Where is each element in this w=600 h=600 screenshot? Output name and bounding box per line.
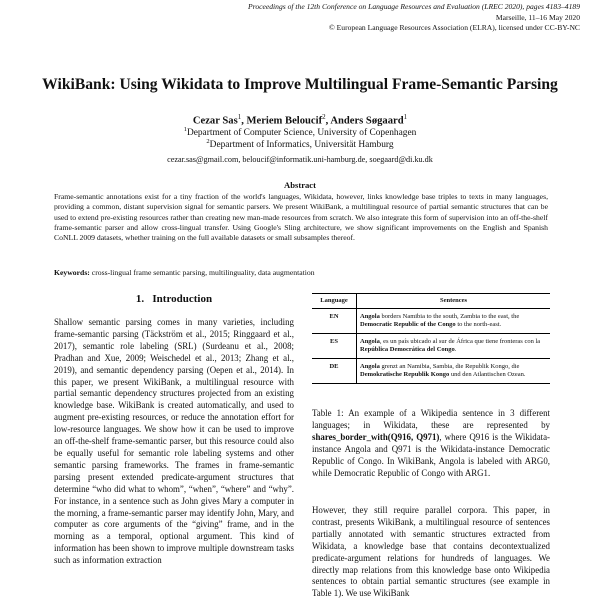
keywords xyxy=(54,268,548,277)
section-title: Introduction xyxy=(152,293,213,305)
table-cell-sentence xyxy=(357,359,551,384)
table-cell-lang: EN xyxy=(312,309,357,334)
table-cell-sentence xyxy=(357,334,551,359)
author-list xyxy=(0,113,600,127)
sentence-text: borders Namibia to the south, Zambia to the east, the xyxy=(379,313,520,320)
author-2: Meriem Beloucif xyxy=(246,115,323,127)
affiliation-1-sup: 1 xyxy=(183,126,187,133)
author-3: Anders Søgaard xyxy=(330,115,404,127)
table-1 xyxy=(312,293,550,384)
sentence-entity-2: República Democrática del Congo xyxy=(360,346,455,353)
sentence-entity-1: Angola xyxy=(360,363,380,370)
author-1: Cezar Sas xyxy=(192,115,238,127)
sentence-end: . xyxy=(454,346,457,353)
table-row xyxy=(312,334,550,359)
affiliation-1 xyxy=(0,126,600,138)
proceedings-line-2: Marseille, 11–16 May 2020 xyxy=(495,12,580,22)
author-1-affil: 1 xyxy=(237,113,242,121)
proceedings-header xyxy=(220,2,580,34)
right-paragraph: However, they still require parallel corpora. This paper, in contrast, presents WikiBank, a multilingual resource of sentences partially annotated with semantic structures extracted from Wikidata, a knowledge base that contains decontextualized predicate-argument relations for hundreds of languages. We directly map relations from this knowledge base onto Wikipedia sentences to obtain partial semantic structures (see example in Table 1). We use WikiBank xyxy=(312,505,550,599)
sentence-entity-1: Angola xyxy=(360,338,380,345)
author-sep-2: , xyxy=(325,115,331,127)
caption-text-2: , where Q916 is the Wikidata-instance Angola and Q971 is the Wikidata-instance Democratic Republic of Congo. In WikiBank, Angola is labeled with ARG0, while Democratic Republic of Congo with ARG1. xyxy=(312,431,551,478)
affiliation-1-text: Department of Computer Science, University of Copenhagen xyxy=(186,128,417,139)
intro-paragraph: Shallow semantic parsing comes in many varieties, including frame-semantic parsing (Täckström et al., 2015; Ringgaard et al., 2017), semantic role labeling (SRL) (Surdeanu et al., 2008; Pradhan and Xue, 2009; Weischedel et al., 2013; Zhang et al., 2019), and semantic dependency parsing (Oepen et al., 2014). In this paper, we present WikiBank, a multilingual resource with partial semantic dependency structures projected from an existing knowledge base. WikiBank is created automatically, and used to augment pre-existing resources, or reduce the annotation effort for low-resource languages. We show how it can be used to improve an off-the-shelf frame-semantic parser, but this resource could also be equally useful for semantic role labeling systems and other semantic parsing frameworks. The frames in frame-semantic parsing present extended predicate-argument structures that determine “who did what to whom”, “when”, “where” and “why”. For instance, in a sentence such as John gives Mary a computer in the morning, a frame-semantic parser may identify John, Mary, and computer as core arguments of the “giving” frame, and in the morning as a temporal, optional argument. This kind of information has been shown to improve multiple downstream tasks such as information extraction xyxy=(54,317,294,566)
table-header-sentences: Sentences xyxy=(357,294,551,309)
abstract-heading: Abstract xyxy=(284,180,316,190)
section-number: 1. xyxy=(135,293,145,305)
table-cell-lang: ES xyxy=(312,334,357,359)
section-heading xyxy=(54,293,294,305)
sentence-end: to the north-east. xyxy=(455,321,502,328)
caption-text-1: Table 1: An example of a Wikipedia sentence in 3 different languages; in Wikidata, these are represented by xyxy=(312,408,550,430)
table-cell-lang: DE xyxy=(312,359,357,384)
paper-title: WikiBank: Using Wikidata to Improve Multilingual Frame-Semantic Parsing xyxy=(42,76,558,93)
table-caption xyxy=(312,408,550,479)
caption-relation: shares_border_with(Q916, Q971) xyxy=(312,431,440,442)
table-row xyxy=(312,359,550,384)
keywords-text: cross-lingual frame semantic parsing, multilinguality, data augmentation xyxy=(89,268,315,277)
proceedings-line-1: Proceedings of the 12th Conference on Language Resources and Evaluation (LREC 2020), pages 4183–4189 xyxy=(248,2,580,11)
abstract-text: Frame-semantic annotations exist for a tiny fraction of the world's languages, Wikidata, however, links knowledge base triples to texts in many languages, providing a common, distant supervision signal for semantic parsers. We present WikiBank, a multilingual resource of partial semantic structures that can be used to extend pre-existing resources rather than creating new man-made resources from scratch. We also integrate this form of supervision into an off-the-shelf frame-semantic parser and allow cross-lingual transfer. Using Google's Sling architecture, we show significant improvements on the English and Spanish CoNLL 2009 datasets, whether training on the full available datasets or small subsamples thereof. xyxy=(54,192,548,243)
table-cell-sentence xyxy=(357,309,551,334)
sentence-entity-2: Democratic Republic of the Congo xyxy=(360,321,456,328)
affiliation-2-text: Department of Informatics, Universität Hamburg xyxy=(209,140,394,151)
proceedings-line-3: © European Language Resources Association (ELRA), licensed under CC-BY-NC xyxy=(328,23,580,33)
sentence-text: , es un país ubicado al sur de África que tiene fronteras con la xyxy=(379,338,541,345)
affiliation-2 xyxy=(0,138,600,150)
keywords-label: Keywords: xyxy=(54,268,90,277)
author-2-affil: 2 xyxy=(322,113,326,121)
table-header-language: Language xyxy=(312,294,357,309)
author-emails: cezar.sas@gmail.com, beloucif@informatik.uni-hamburg.de, soegaard@di.ku.dk xyxy=(167,155,433,164)
sentence-entity-2: Demokratische Republik Kongo xyxy=(360,371,450,378)
sentence-end: und den Atlantischen Ozean. xyxy=(449,371,526,378)
author-3-affil: 1 xyxy=(403,113,408,121)
author-sep-1: , xyxy=(241,115,247,127)
sentence-text: grenzt an Namibia, Sambia, die Republik Kongo, die xyxy=(379,363,520,370)
table-row xyxy=(312,309,550,334)
affiliation-2-sup: 2 xyxy=(206,138,210,145)
sentence-entity-1: Angola xyxy=(360,313,380,320)
